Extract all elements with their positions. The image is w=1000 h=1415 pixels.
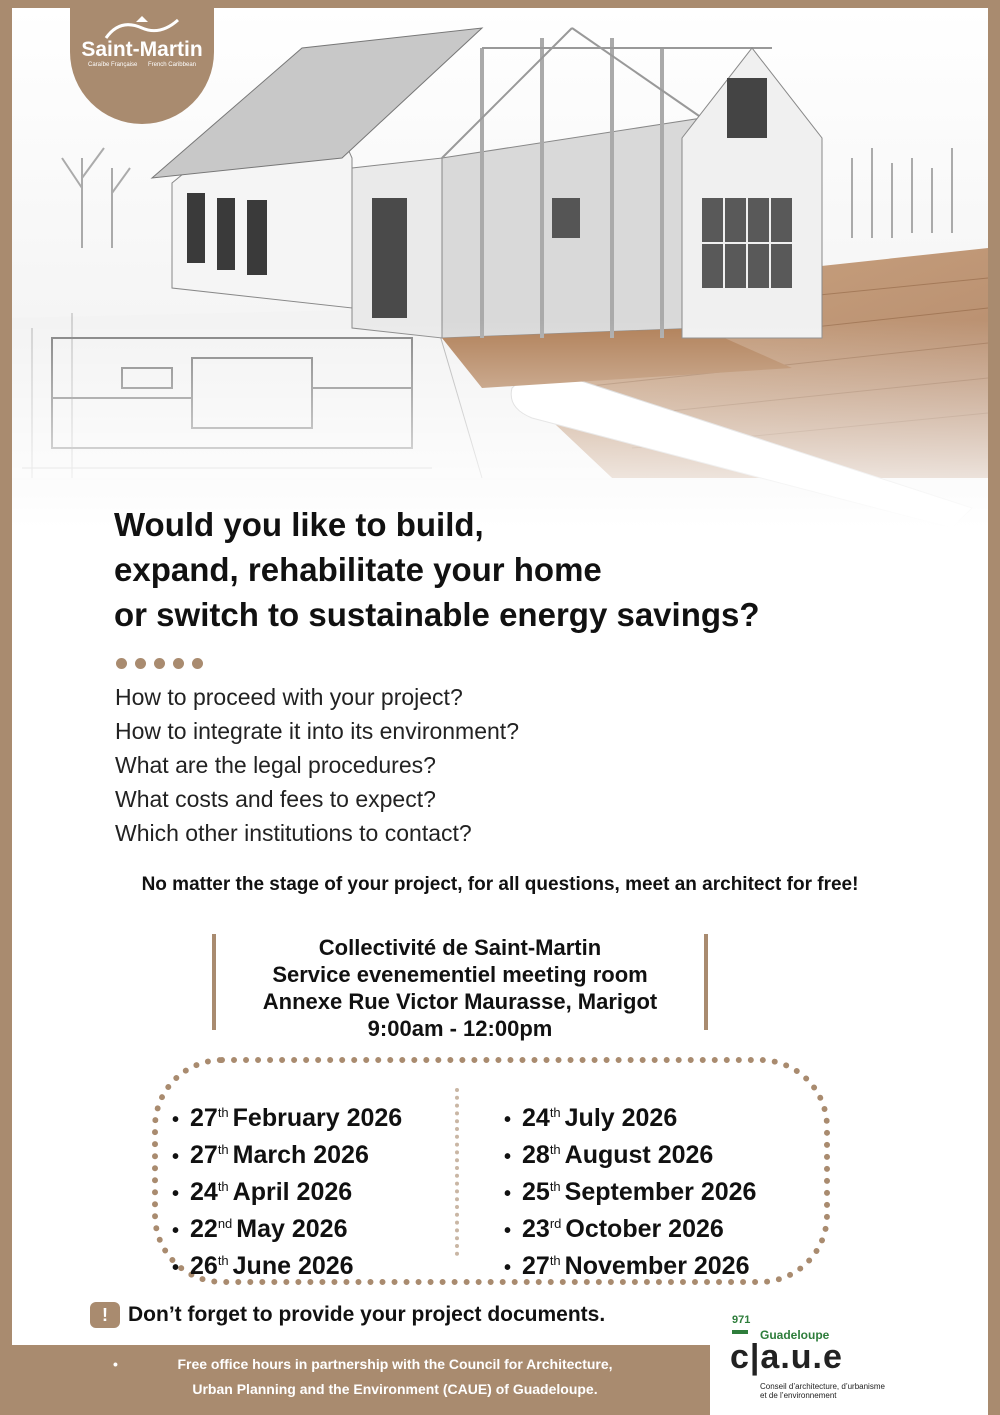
caue-full-line: Conseil d’architecture, d’urbanisme [760,1382,885,1391]
dot [116,658,127,669]
venue-block [212,934,708,1041]
caue-bar [732,1330,748,1334]
dates-divider [455,1088,459,1256]
headline-line: or switch to sustainable energy savings? [114,596,760,633]
date-item: • 24th July 2026 [504,1098,756,1135]
date-item: • 27th February 2026 [172,1098,402,1135]
caue-full-line: et de l’environnement [760,1391,837,1400]
dot [173,658,184,669]
date-item: • 27th November 2026 [504,1246,756,1283]
question-item: Which other institutions to contact? [115,820,472,846]
caue-full-name [760,1382,940,1400]
date-item: • 25th September 2026 [504,1172,756,1209]
question-item: How to integrate it into its environment? [115,718,519,744]
question-item: How to proceed with your project? [115,684,463,710]
dates-list-left [172,1098,402,1283]
question-item: What costs and fees to expect? [115,786,436,812]
footer-line: Free office hours in partnership with the Council for Architecture, [177,1356,613,1372]
logo-name: Saint-Martin [81,38,203,61]
decorative-dots [116,658,203,669]
venue-line: Collectivité de Saint-Martin [318,935,602,960]
reminder [90,1302,605,1328]
warning-icon: ! [90,1302,120,1328]
reminder-text: Don’t forget to provide your project documents. [128,1303,606,1326]
caue-mark: c|a.u.e [730,1338,843,1376]
logo-subtitle [88,62,196,68]
date-item: • 26th June 2026 [172,1246,402,1283]
footer-line: Urban Planning and the Environment (CAUE) of Guadeloupe. [192,1381,598,1397]
question-item: What are the legal procedures? [115,752,436,778]
venue-line: Service evenementiel meeting room [272,962,648,987]
logo-sub-left: Caraïbe Française [88,62,138,68]
venue-hours: 9:00am - 12:00pm [367,1016,553,1041]
dot [154,658,165,669]
date-item: • 24th April 2026 [172,1172,402,1209]
footer-bullet: • [113,1356,118,1372]
caue-number: 971 [732,1314,751,1326]
date-item: • 22nd May 2026 [172,1209,402,1246]
dates-list-right [504,1098,756,1283]
caue-logo [710,1302,988,1415]
dot [192,658,203,669]
caue-region: Guadeloupe [760,1328,830,1342]
headline [114,502,914,637]
question-list [115,680,519,850]
dot [135,658,146,669]
headline-line: Would you like to build, [114,506,484,543]
date-item: • 28th August 2026 [504,1135,756,1172]
footer-text [115,1352,675,1402]
headline-line: expand, rehabilitate your home [114,551,602,588]
date-item: • 27th March 2026 [172,1135,402,1172]
tagline: No matter the stage of your project, for all questions, meet an architect for free! [141,874,859,895]
venue-line: Annexe Rue Victor Maurasse, Marigot [262,989,658,1014]
date-item: • 23rd October 2026 [504,1209,756,1246]
logo-sub-right: French Caribbean [147,62,196,68]
